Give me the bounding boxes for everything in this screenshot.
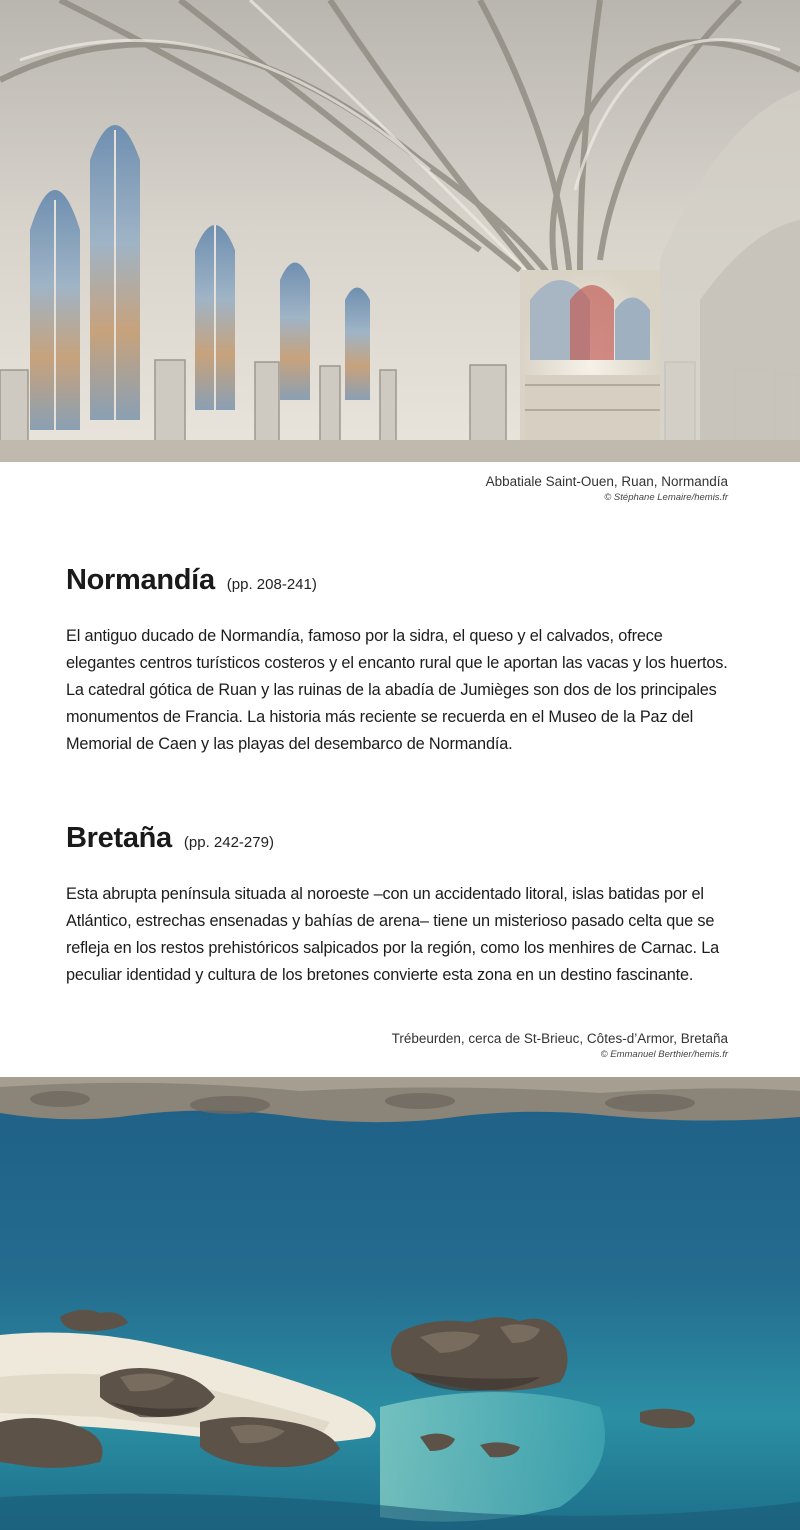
cathedral-photo-caption [486,473,728,505]
page-range: (pp. 242-279) [183,834,274,851]
bretana-description: Esta abrupta península situada al noroeste –con un accidentado litoral, islas batidas por el Atlántico, estrechas ensenadas y bahías de arena– tiene un misterioso pasado celta que se refleja en los restos prehistóricos salpicados por la región, como los menhires de Carnac. La peculiar identidad y cultura de los bretones convierte esta zona en un destino fascinante. [66,885,720,984]
photo-credit: © Emmanuel Berthier/hemis.fr [600,1049,728,1060]
bretana-section [66,818,730,989]
normandia-heading [66,560,730,605]
normandia-section [66,560,730,758]
caption-text: Trébeurden, cerca de St-Brieuc, Côtes-d’Armor, Bretaña [391,1031,728,1046]
bretana-heading [66,818,730,863]
cathedral-photo [0,0,800,462]
caption-text: Abbatiale Saint-Ouen, Ruan, Normandía [485,474,728,489]
normandia-description: El antiguo ducado de Normandía, famoso por la sidra, el queso y el calvados, ofrece elegantes centros turísticos costeros y el encanto rural que le aportan las vacas y los huertos. La catedral gótica de Ruan y las ruinas de la abadía de Jumièges son dos de los principales monumentos de Francia. La historia más reciente se recuerda en el Museo de la Paz del Memorial de Caen y las playas del desembarco de Normandía. [66,627,728,753]
page-range: (pp. 208-241) [226,576,317,593]
coast-photo-caption [392,1030,728,1062]
section-title: Bretaña [66,822,172,854]
photo-credit: © Stéphane Lemaire/hemis.fr [604,492,728,503]
coast-photo [0,1077,800,1530]
section-title: Normandía [66,564,215,596]
